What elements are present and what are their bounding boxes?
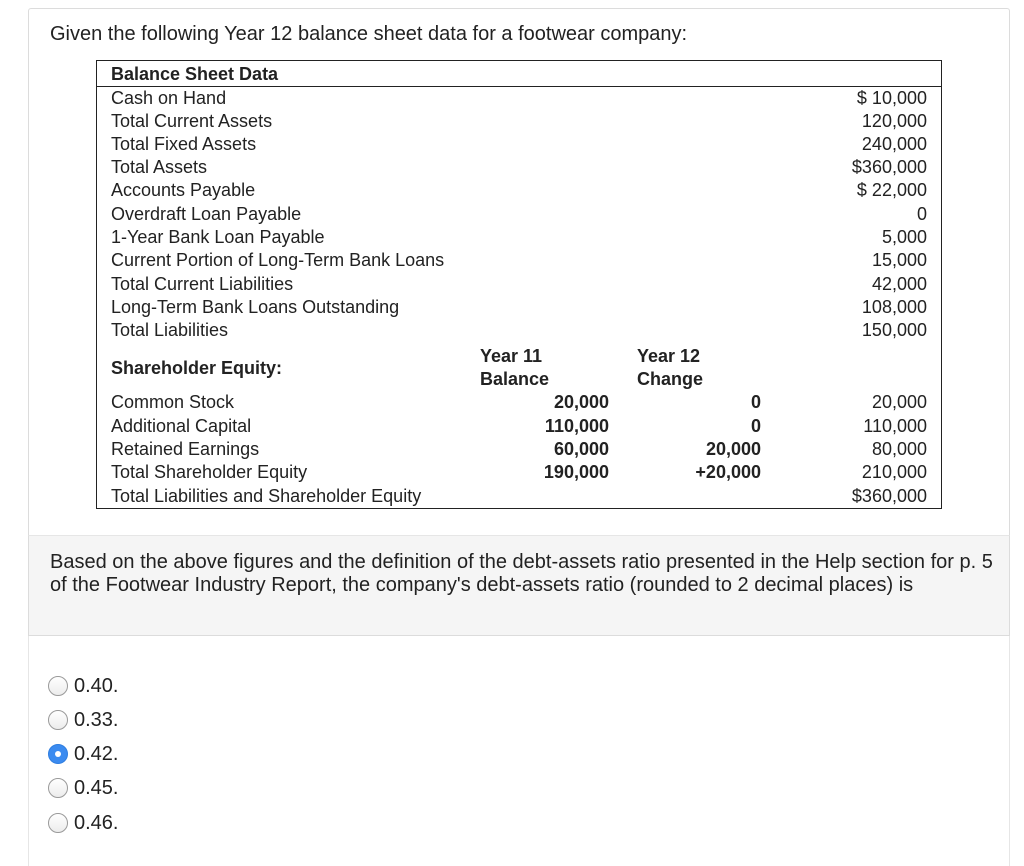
table-row	[97, 110, 941, 133]
option-label[interactable]: 0.42.	[74, 743, 119, 765]
row-label: Long-Term Bank Loans Outstanding	[111, 297, 400, 317]
answer-option[interactable]	[48, 775, 118, 801]
row-value: 80,000	[871, 439, 927, 459]
change-value: +20,000	[695, 462, 761, 482]
answer-option[interactable]	[48, 810, 118, 836]
table-row	[97, 203, 941, 226]
change-value: 0	[750, 416, 761, 436]
row-value: 5,000	[881, 227, 927, 247]
row-label: Total Shareholder Equity	[111, 462, 308, 482]
year11-value: 20,000	[553, 392, 609, 412]
table-row	[97, 273, 941, 296]
row-value: 210,000	[861, 462, 927, 482]
option-label[interactable]: 0.33.	[74, 709, 119, 731]
row-label: Overdraft Loan Payable	[111, 204, 302, 224]
row-label: Retained Earnings	[111, 439, 260, 459]
row-label: Total Liabilities	[111, 320, 229, 340]
question-text: Based on the above figures and the definition of the debt-assets ratio presented in the Help section for p. 5 of the Footwear Industry Report, the company's debt-assets ratio (rounded to 2 decimal places) is	[50, 551, 993, 596]
equity-row	[97, 485, 941, 508]
year11-header-line2: Balance	[480, 369, 550, 389]
equity-heading: Shareholder Equity:	[111, 358, 283, 378]
table-row	[97, 179, 941, 202]
intro-text: Given the following Year 12 balance sheet data for a footwear company:	[50, 23, 688, 45]
option-label[interactable]: 0.40.	[74, 675, 119, 697]
row-label: Additional Capital	[111, 416, 252, 436]
row-value: 108,000	[861, 297, 927, 317]
year11-header-line1: Year 11	[480, 346, 543, 366]
row-label: Total Fixed Assets	[111, 134, 257, 154]
row-label: 1-Year Bank Loan Payable	[111, 227, 325, 247]
equity-row	[97, 415, 941, 438]
year11-value: 110,000	[544, 416, 609, 436]
row-label: Cash on Hand	[111, 88, 227, 108]
option-label[interactable]: 0.46.	[74, 812, 119, 834]
balance-sheet-table	[96, 60, 942, 509]
row-label: Accounts Payable	[111, 180, 256, 200]
row-value: $ 22,000	[856, 180, 927, 200]
radio-button[interactable]	[48, 676, 68, 696]
option-label[interactable]: 0.45.	[74, 777, 119, 799]
equity-row	[97, 391, 941, 414]
change-value: 20,000	[705, 439, 761, 459]
answer-option[interactable]	[48, 741, 118, 767]
row-value: 20,000	[871, 392, 927, 412]
row-label: Total Liabilities and Shareholder Equity	[111, 486, 422, 506]
answer-option[interactable]	[48, 707, 118, 733]
equity-row	[97, 461, 941, 484]
change-header-line1: Year 12	[637, 346, 701, 366]
balance-sheet-title: Balance Sheet Data	[111, 64, 279, 84]
change-value: 0	[750, 392, 761, 412]
year11-value: 190,000	[543, 462, 609, 482]
table-row	[97, 249, 941, 272]
equity-row	[97, 438, 941, 461]
year11-value: 60,000	[553, 439, 609, 459]
table-row	[97, 156, 941, 179]
table-row	[97, 226, 941, 249]
answer-panel	[28, 636, 1010, 866]
row-value: 0	[916, 204, 927, 224]
year11-column-header	[480, 345, 549, 391]
row-value: 42,000	[871, 274, 927, 294]
row-label: Current Portion of Long-Term Bank Loans	[111, 250, 445, 270]
table-row	[97, 296, 941, 319]
row-value: 240,000	[861, 134, 927, 154]
row-value: 150,000	[861, 320, 927, 340]
row-value: $360,000	[851, 486, 927, 506]
radio-button-selected[interactable]	[48, 744, 68, 764]
radio-button[interactable]	[48, 813, 68, 833]
row-value: $ 10,000	[856, 88, 927, 108]
row-label: Total Assets	[111, 157, 208, 177]
row-value: 120,000	[861, 111, 927, 131]
row-value: 110,000	[863, 416, 927, 436]
radio-button[interactable]	[48, 778, 68, 798]
row-label: Total Current Liabilities	[111, 274, 294, 294]
table-row	[97, 87, 941, 110]
table-row	[97, 133, 941, 156]
change-header-line2: Change	[637, 369, 704, 389]
row-label: Common Stock	[111, 392, 235, 412]
radio-button[interactable]	[48, 710, 68, 730]
row-value: 15,000	[871, 250, 927, 270]
table-row	[97, 319, 941, 342]
row-value: $360,000	[851, 157, 927, 177]
row-label: Total Current Assets	[111, 111, 273, 131]
answer-option[interactable]	[48, 673, 118, 699]
change-column-header	[637, 345, 703, 391]
